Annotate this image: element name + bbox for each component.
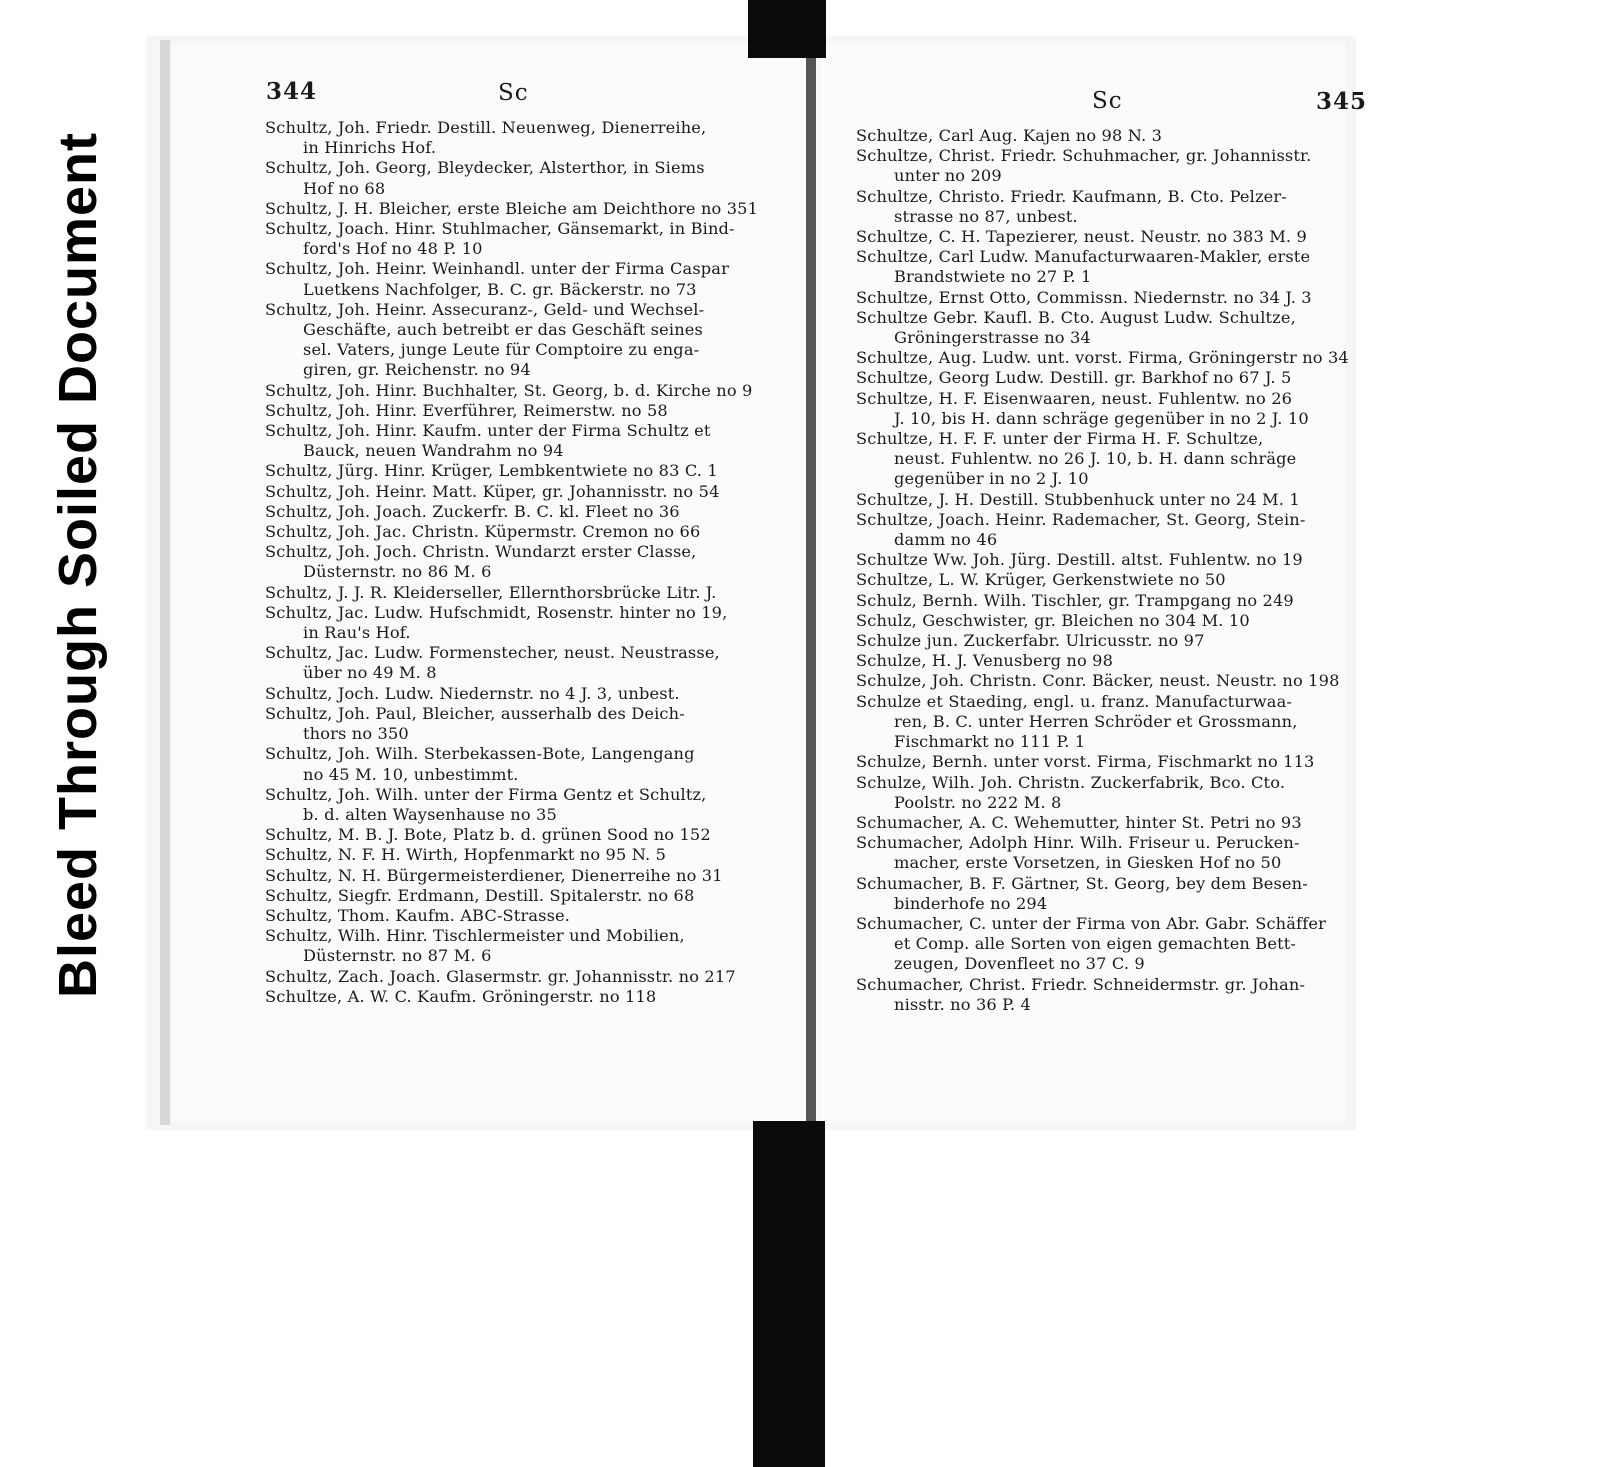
entry-continuation-line: Luetkens Nachfolger, B. C. gr. Bäckerstr. no 73	[303, 279, 697, 299]
entry-line: Schumacher, Christ. Friedr. Schneidermstr. gr. Johan-	[856, 974, 1306, 994]
entry-continuation-line: Gröningerstrasse no 34	[894, 328, 1091, 348]
entry-continuation-line: unter no 209	[894, 166, 1002, 186]
entry-line: Schultz, J. H. Bleicher, erste Bleiche am Deichthore no 351	[265, 198, 759, 218]
entry-continuation-line: strasse no 87, unbest.	[894, 206, 1078, 226]
entry-continuation-line: J. 10, bis H. dann schräge gegenüber in no 2 J. 10	[894, 408, 1309, 428]
entry-line: Schultz, Joh. Wilh. unter der Firma Gentz et Schultz,	[265, 784, 707, 804]
entry-line: Schultz, M. B. J. Bote, Platz b. d. grünen Sood no 152	[265, 825, 711, 845]
entry-continuation-line: in Hinrichs Hof.	[303, 138, 437, 158]
entry-line: Schumacher, Adolph Hinr. Wilh. Friseur u. Perucken-	[856, 833, 1300, 853]
book-spine	[806, 40, 816, 1125]
entry-line: Schultz, Siegfr. Erdmann, Destill. Spitalerstr. no 68	[265, 885, 695, 905]
entry-line: Schultze, Joach. Heinr. Rademacher, St. Georg, Stein-	[856, 509, 1306, 529]
entry-continuation-line: ford's Hof no 48 P. 10	[303, 239, 483, 259]
entry-line: Schultz, Joch. Ludw. Niedernstr. no 4 J. 3, unbest.	[265, 683, 680, 703]
entry-line: Schulze jun. Zuckerfabr. Ulricusstr. no 97	[856, 631, 1205, 651]
entry-line: Schultze, Christo. Friedr. Kaufmann, B. Cto. Pelzer-	[856, 186, 1287, 206]
entry-line: Schultz, Jac. Ludw. Formenstecher, neust. Neustrasse,	[265, 643, 720, 663]
entry-continuation-line: binderhofe no 294	[894, 893, 1048, 913]
entry-line: Schulze et Staeding, engl. u. franz. Manufacturwaa-	[856, 691, 1293, 711]
entry-line: Schultz, Joh. Wilh. Sterbekassen-Bote, Langengang	[265, 744, 695, 764]
entry-line: Schulze, Bernh. unter vorst. Firma, Fischmarkt no 113	[856, 752, 1315, 772]
entry-line: Schultz, Joh. Paul, Bleicher, ausserhalb des Deich-	[265, 703, 685, 723]
entry-continuation-line: damm no 46	[894, 530, 998, 550]
entry-line: Schultze, C. H. Tapezierer, neust. Neustr. no 383 M. 9	[856, 227, 1307, 247]
entry-line: Schumacher, C. unter der Firma von Abr. Gabr. Schäffer	[856, 913, 1326, 933]
entry-line: Schultze Gebr. Kaufl. B. Cto. August Ludw. Schultze,	[856, 307, 1296, 327]
entry-line: Schultz, Jac. Ludw. Hufschmidt, Rosenstr. hinter no 19,	[265, 602, 728, 622]
entry-line: Schultze, Carl Ludw. Manufacturwaaren-Makler, erste	[856, 247, 1311, 267]
entry-line: Schultz, Joach. Hinr. Stuhlmacher, Gänsemarkt, in Bind-	[265, 219, 735, 239]
entry-line: Schultz, Joh. Joach. Zuckerfr. B. C. kl. Fleet no 36	[265, 501, 680, 521]
entry-line: Schultz, Joh. Hinr. Everführer, Reimerstw. no 58	[265, 400, 668, 420]
entry-line: Schultz, Joh. Heinr. Weinhandl. unter der Firma Caspar	[265, 259, 729, 279]
entry-line: Schultze, Carl Aug. Kajen no 98 N. 3	[856, 126, 1163, 145]
entry-continuation-line: gegenüber in no 2 J. 10	[894, 469, 1089, 489]
entry-line: Schultze, H. F. Eisenwaaren, neust. Fuhlentw. no 26	[856, 388, 1293, 408]
entry-continuation-line: et Comp. alle Sorten von eigen gemachten Bett-	[894, 934, 1296, 954]
entry-continuation-line: in Rau's Hof.	[303, 623, 411, 643]
entry-line: Schultz, Thom. Kaufm. ABC-Strasse.	[265, 905, 571, 925]
entry-continuation-line: no 45 M. 10, unbestimmt.	[303, 764, 519, 784]
banner-label: Bleed Through Soiled Document	[48, 131, 108, 999]
entry-continuation-line: macher, erste Vorsetzen, in Giesken Hof no 50	[894, 853, 1282, 873]
entry-line: Schumacher, B. F. Gärtner, St. Georg, bey dem Besen-	[856, 873, 1308, 893]
entry-line: Schultze, Georg Ludw. Destill. gr. Barkhof no 67 J. 5	[856, 368, 1292, 388]
entry-continuation-line: nisstr. no 36 P. 4	[894, 994, 1031, 1014]
entry-line: Schultze, A. W. C. Kaufm. Gröningerstr. no 118	[265, 986, 657, 1006]
entry-continuation-line: Fischmarkt no 111 P. 1	[894, 732, 1086, 752]
entry-line: Schultze, Ernst Otto, Commissn. Niedernstr. no 34 J. 3	[856, 287, 1312, 307]
entry-line: Schultz, J. J. R. Kleiderseller, Ellernthorsbrücke Litr. J.	[265, 582, 717, 602]
entry-line: Schultz, Joh. Georg, Bleydecker, Alsterthor, in Siems	[265, 158, 705, 178]
entry-line: Schultz, Joh. Friedr. Destill. Neuenweg, Dienerreihe,	[265, 118, 707, 137]
entry-continuation-line: Poolstr. no 222 M. 8	[894, 792, 1062, 812]
right-page-entries	[856, 126, 1356, 1015]
left-page-heading: Sc	[498, 80, 529, 106]
entry-line: Schultze Ww. Joh. Jürg. Destill. altst. Fuhlentw. no 19	[856, 550, 1303, 570]
entry-continuation-line: über no 49 M. 8	[303, 663, 437, 683]
entry-continuation-line: neust. Fuhlentw. no 26 J. 10, b. H. dann schräge	[894, 449, 1297, 469]
entry-continuation-line: Düsternstr. no 86 M. 6	[303, 562, 492, 582]
right-page-heading: Sc	[1092, 88, 1123, 114]
entry-continuation-line: thors no 350	[303, 724, 409, 744]
right-page-number: 345	[1316, 88, 1368, 115]
entry-line: Schumacher, A. C. Wehemutter, hinter St. Petri no 93	[856, 812, 1302, 832]
entry-continuation-line: giren, gr. Reichenstr. no 94	[303, 360, 531, 380]
left-page-number: 344	[266, 78, 318, 105]
entry-line: Schultz, Joh. Jac. Christn. Küpermstr. Cremon no 66	[265, 522, 701, 542]
scanner-clip-bottom	[753, 1121, 825, 1467]
bleed-through-banner	[48, 60, 108, 1070]
entry-continuation-line: Düsternstr. no 87 M. 6	[303, 946, 492, 966]
entry-line: Schulze, Joh. Christn. Conr. Bäcker, neust. Neustr. no 198	[856, 671, 1340, 691]
entry-line: Schultz, Joh. Joch. Christn. Wundarzt erster Classe,	[265, 542, 697, 562]
scanner-clip-top	[748, 0, 826, 58]
entry-line: Schultz, Jürg. Hinr. Krüger, Lembkentwiete no 83 C. 1	[265, 461, 718, 481]
left-page-entries	[265, 118, 775, 1007]
entry-line: Schulze, Wilh. Joh. Christn. Zuckerfabrik, Bco. Cto.	[856, 772, 1286, 792]
entry-continuation-line: Brandstwiete no 27 P. 1	[894, 267, 1092, 287]
entry-continuation-line: b. d. alten Waysenhause no 35	[303, 804, 557, 824]
entry-line: Schultz, Joh. Heinr. Matt. Küper, gr. Johannisstr. no 54	[265, 481, 720, 501]
entry-continuation-line: ren, B. C. unter Herren Schröder et Grossmann,	[894, 711, 1298, 731]
entry-line: Schultze, L. W. Krüger, Gerkenstwiete no 50	[856, 570, 1226, 590]
entry-continuation-line: Bauck, neuen Wandrahm no 94	[303, 441, 564, 461]
entry-line: Schultze, J. H. Destill. Stubbenhuck unter no 24 M. 1	[856, 489, 1300, 509]
entry-line: Schultze, Christ. Friedr. Schuhmacher, gr. Johannisstr.	[856, 146, 1312, 166]
entry-continuation-line: zeugen, Dovenfleet no 37 C. 9	[894, 954, 1145, 974]
entry-line: Schultz, Wilh. Hinr. Tischlermeister und Mobilien,	[265, 926, 685, 946]
entry-line: Schultz, Joh. Hinr. Kaufm. unter der Firma Schultz et	[265, 421, 711, 441]
entry-line: Schultz, Zach. Joach. Glasermstr. gr. Johannisstr. no 217	[265, 966, 736, 986]
entry-continuation-line: Hof no 68	[303, 178, 386, 198]
entry-line: Schultz, N. H. Bürgermeisterdiener, Dienerreihe no 31	[265, 865, 723, 885]
entry-line: Schultze, Aug. Ludw. unt. vorst. Firma, Gröningerstr no 34	[856, 348, 1349, 368]
entry-line: Schultz, Joh. Heinr. Assecuranz-, Geld- und Wechsel-	[265, 299, 705, 319]
entry-continuation-line: Geschäfte, auch betreibt er das Geschäft seines	[303, 320, 703, 340]
entry-continuation-line: sel. Vaters, junge Leute für Comptoire zu enga-	[303, 340, 700, 360]
entry-line: Schulze, H. J. Venusberg no 98	[856, 651, 1114, 671]
entry-line: Schultz, Joh. Hinr. Buchhalter, St. Georg, b. d. Kirche no 9	[265, 380, 753, 400]
entry-line: Schulz, Geschwister, gr. Bleichen no 304 M. 10	[856, 610, 1250, 630]
entry-line: Schultz, N. F. H. Wirth, Hopfenmarkt no 95 N. 5	[265, 845, 667, 865]
entry-line: Schulz, Bernh. Wilh. Tischler, gr. Trampgang no 249	[856, 590, 1294, 610]
entry-line: Schultze, H. F. F. unter der Firma H. F. Schultze,	[856, 429, 1264, 449]
